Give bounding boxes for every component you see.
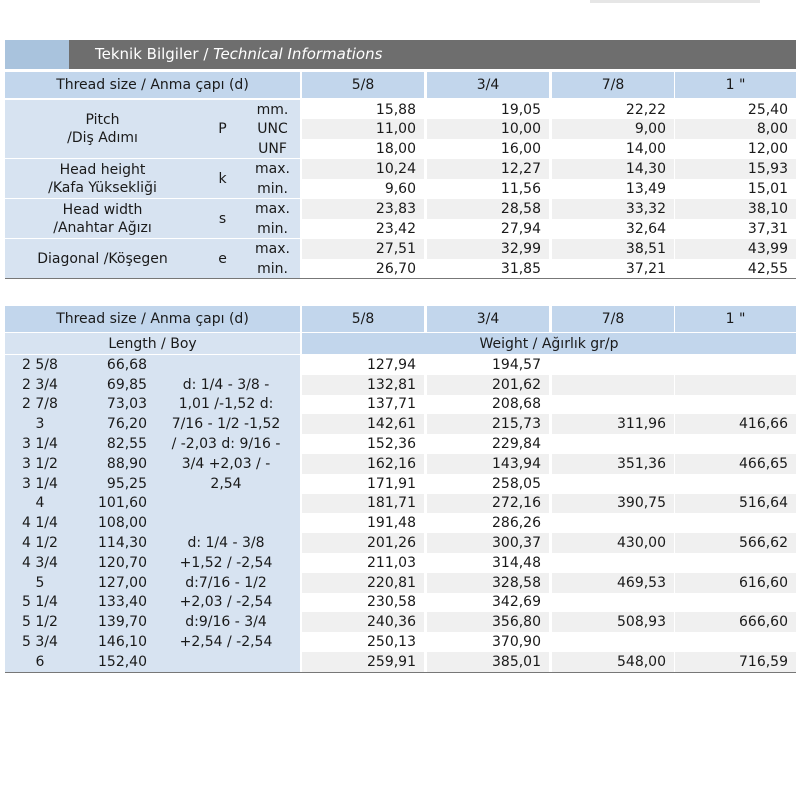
length-mm: 82,55 <box>106 436 147 453</box>
weight-cell <box>675 513 796 533</box>
table1-group-name <box>5 100 200 158</box>
weight-cell <box>675 553 796 573</box>
weight-cell: 351,36 <box>552 454 674 474</box>
table1-cell: 16,00 <box>427 139 549 158</box>
weight-cell: 356,80 <box>427 612 549 632</box>
tolerance-note: 2,54 <box>210 475 242 492</box>
table1-cell: 33,32 <box>552 199 674 219</box>
weight-cell: 716,59 <box>675 652 796 672</box>
weight-cell: 508,93 <box>552 612 674 632</box>
weight-header: Weight / Ağırlık gr/p <box>302 333 796 354</box>
length-mm: 76,20 <box>106 416 147 433</box>
table2-subheader-row <box>5 333 796 354</box>
length-mm: 95,25 <box>106 475 147 492</box>
length-mm: 108,00 <box>98 515 147 532</box>
group-name-line1: Head width <box>62 201 143 218</box>
table1-unit: min. <box>245 179 300 198</box>
table1-cell: 13,49 <box>552 179 674 198</box>
table1-cell: 23,83 <box>302 199 424 219</box>
weight-cell: 137,71 <box>302 395 424 415</box>
table1-header-label: Thread size / Anma çapı (d) <box>5 72 300 98</box>
length-mm: 101,60 <box>98 495 147 512</box>
table1-unit: min. <box>245 219 300 238</box>
table1-unit: max. <box>245 159 300 179</box>
banner-title-tr: Teknik Bilgiler <box>95 45 199 63</box>
weight-cell: 152,36 <box>302 434 424 454</box>
weight-cell: 666,60 <box>675 612 796 632</box>
table1-cell: 22,22 <box>552 100 674 119</box>
technical-table <box>5 72 796 280</box>
table1-cell: 10,00 <box>427 119 549 139</box>
length-inch: 5 3/4 <box>22 634 58 651</box>
weight-cell: 370,90 <box>427 632 549 652</box>
length-mm: 146,10 <box>98 634 147 651</box>
weight-cell: 314,48 <box>427 553 549 573</box>
length-inch: 3 1/2 <box>22 455 58 472</box>
table1-cell: 26,70 <box>302 259 424 278</box>
table1-unit: max. <box>245 239 300 259</box>
weight-cell <box>675 355 796 375</box>
tolerance-note: +2,54 / -2,54 <box>179 634 273 651</box>
length-mm: 120,70 <box>98 554 147 571</box>
weight-cell: 171,91 <box>302 474 424 494</box>
length-mm: 114,30 <box>98 535 147 552</box>
weight-cell <box>675 434 796 454</box>
weight-cell: 548,00 <box>552 652 674 672</box>
table2-row <box>5 632 796 652</box>
table1-group-symbol: k <box>200 159 245 198</box>
weight-table <box>5 306 796 676</box>
table1-unit: mm. <box>245 100 300 119</box>
group-name-line1: Head height <box>59 161 146 178</box>
table2-row <box>5 553 796 573</box>
weight-cell <box>552 395 674 415</box>
length-inch: 3 1/4 <box>22 475 58 492</box>
table2-row <box>5 494 796 514</box>
table1-unit: UNC <box>245 119 300 139</box>
group-name-line1: Pitch <box>85 112 120 128</box>
weight-cell: 132,81 <box>302 375 424 395</box>
banner-title <box>95 40 382 69</box>
length-inch: 2 7/8 <box>22 396 58 413</box>
length-mm: 127,00 <box>98 574 147 591</box>
weight-cell <box>675 593 796 613</box>
table2-header-row <box>5 306 796 332</box>
table1-cell: 10,24 <box>302 159 424 179</box>
table2-header-label: Thread size / Anma çapı (d) <box>5 306 300 332</box>
weight-cell: 143,94 <box>427 454 549 474</box>
weight-cell: 390,75 <box>552 494 674 514</box>
table1-size-header: 7/8 <box>552 72 674 98</box>
table1-cell: 8,00 <box>675 119 796 139</box>
weight-cell: 466,65 <box>675 454 796 474</box>
weight-cell: 566,62 <box>675 533 796 553</box>
table1-cell: 15,01 <box>675 179 796 198</box>
weight-cell <box>552 513 674 533</box>
table2-bottom-rule <box>5 672 796 673</box>
length-inch: 5 1/4 <box>22 594 58 611</box>
table1-header-row <box>5 72 796 98</box>
weight-cell: 181,71 <box>302 494 424 514</box>
weight-cell <box>675 632 796 652</box>
weight-cell: 220,81 <box>302 573 424 593</box>
table1-cell: 19,05 <box>427 100 549 119</box>
table1-cell: 37,21 <box>552 259 674 278</box>
table1-cell: 15,88 <box>302 100 424 119</box>
group-name-line2: /Diş Adımı <box>67 130 138 146</box>
table1-cell: 32,64 <box>552 219 674 238</box>
table1-cell: 32,99 <box>427 239 549 259</box>
table1-cell: 27,51 <box>302 239 424 259</box>
length-mm: 152,40 <box>98 653 147 670</box>
tolerance-note: 1,01 /-1,52 d: <box>178 396 274 413</box>
length-mm: 66,68 <box>106 356 147 373</box>
table1-cell: 38,10 <box>675 199 796 219</box>
length-inch: 4 1/2 <box>22 535 58 552</box>
length-mm: 73,03 <box>106 396 147 413</box>
weight-cell <box>675 395 796 415</box>
table2-row <box>5 414 796 434</box>
length-inch: 4 3/4 <box>22 554 58 571</box>
length-inch: 5 1/2 <box>22 614 58 631</box>
length-mm: 69,85 <box>106 376 147 393</box>
length-inch: 5 <box>35 574 45 591</box>
weight-cell: 240,36 <box>302 612 424 632</box>
table1-cell: 12,27 <box>427 159 549 179</box>
weight-cell: 211,03 <box>302 553 424 573</box>
weight-cell <box>552 434 674 454</box>
weight-cell: 162,16 <box>302 454 424 474</box>
weight-cell <box>552 553 674 573</box>
table2-size-header: 3/4 <box>427 306 549 332</box>
table1-cell: 14,00 <box>552 139 674 158</box>
length-inch: 3 1/4 <box>22 436 58 453</box>
weight-cell: 272,16 <box>427 494 549 514</box>
title-banner <box>5 40 796 69</box>
weight-cell: 328,58 <box>427 573 549 593</box>
weight-cell: 201,62 <box>427 375 549 395</box>
weight-cell: 342,69 <box>427 593 549 613</box>
weight-cell <box>675 474 796 494</box>
weight-cell: 230,58 <box>302 593 424 613</box>
weight-cell: 385,01 <box>427 652 549 672</box>
table2-size-header: 1 " <box>675 306 796 332</box>
table1-cell: 43,99 <box>675 239 796 259</box>
length-inch: 4 1/4 <box>22 515 58 532</box>
table1-cell: 28,58 <box>427 199 549 219</box>
table1-size-header: 5/8 <box>302 72 424 98</box>
group-name-line1: Diagonal /Köşegen <box>37 250 168 267</box>
weight-cell <box>552 375 674 395</box>
weight-cell: 469,53 <box>552 573 674 593</box>
weight-cell: 215,73 <box>427 414 549 434</box>
banner-accent <box>5 40 69 69</box>
length-inch: 2 3/4 <box>22 376 58 393</box>
table2-row <box>5 375 796 395</box>
length-inch: 2 5/8 <box>22 356 58 373</box>
table1-cell: 27,94 <box>427 219 549 238</box>
table2-row <box>5 434 796 454</box>
table2-row <box>5 533 796 553</box>
table1-size-header: 3/4 <box>427 72 549 98</box>
weight-cell <box>552 355 674 375</box>
table1-cell: 42,55 <box>675 259 796 278</box>
table1-group-name <box>5 159 200 198</box>
weight-cell: 127,94 <box>302 355 424 375</box>
weight-cell <box>552 632 674 652</box>
table1-unit: UNF <box>245 139 300 158</box>
table1-cell: 31,85 <box>427 259 549 278</box>
weight-cell: 194,57 <box>427 355 549 375</box>
tolerance-note: +1,52 / -2,54 <box>179 554 273 571</box>
table1-group-symbol: P <box>200 100 245 158</box>
weight-cell: 311,96 <box>552 414 674 434</box>
table2-row <box>5 513 796 533</box>
table2-size-header: 5/8 <box>302 306 424 332</box>
table2-row <box>5 652 796 672</box>
group-name-line2: /Kafa Yüksekliği <box>48 179 157 196</box>
group-name-line2: /Anahtar Ağızı <box>53 219 152 236</box>
table2-row <box>5 593 796 613</box>
length-header: Length / Boy <box>5 333 300 354</box>
length-inch: 6 <box>35 653 45 670</box>
table1-cell: 9,60 <box>302 179 424 198</box>
length-inch: 4 <box>35 495 45 512</box>
table2-size-header: 7/8 <box>552 306 674 332</box>
table1-cell: 12,00 <box>675 139 796 158</box>
table1-cell: 15,93 <box>675 159 796 179</box>
tolerance-note: +2,03 / -2,54 <box>179 594 273 611</box>
table1-cell: 38,51 <box>552 239 674 259</box>
weight-cell <box>675 375 796 395</box>
weight-cell <box>552 474 674 494</box>
weight-cell: 142,61 <box>302 414 424 434</box>
table2-row <box>5 395 796 415</box>
weight-cell: 191,48 <box>302 513 424 533</box>
table1-cell: 14,30 <box>552 159 674 179</box>
table1-cell: 25,40 <box>675 100 796 119</box>
top-rule <box>590 0 760 3</box>
weight-cell: 516,64 <box>675 494 796 514</box>
table1-unit: max. <box>245 199 300 219</box>
length-mm: 133,40 <box>98 594 147 611</box>
weight-cell <box>552 593 674 613</box>
table1-cell: 9,00 <box>552 119 674 139</box>
length-mm: 88,90 <box>106 455 147 472</box>
table1-group-symbol: s <box>200 199 245 238</box>
length-inch: 3 <box>35 416 45 433</box>
table2-row <box>5 474 796 494</box>
table2-row <box>5 454 796 474</box>
table1-cell: 18,00 <box>302 139 424 158</box>
weight-cell: 258,05 <box>427 474 549 494</box>
weight-cell: 201,26 <box>302 533 424 553</box>
tolerance-note: d: 1/4 - 3/8 - <box>182 376 270 393</box>
table1-group-name <box>5 199 200 238</box>
tolerance-note: 7/16 - 1/2 -1,52 <box>171 416 281 433</box>
length-mm: 139,70 <box>98 614 147 631</box>
weight-cell: 430,00 <box>552 533 674 553</box>
weight-cell: 300,37 <box>427 533 549 553</box>
weight-cell: 286,26 <box>427 513 549 533</box>
tolerance-note: 3/4 +2,03 / - <box>181 455 271 472</box>
table1-cell: 11,56 <box>427 179 549 198</box>
weight-cell: 416,66 <box>675 414 796 434</box>
tolerance-note: d: 1/4 - 3/8 <box>187 535 265 552</box>
table1-cell: 37,31 <box>675 219 796 238</box>
tolerance-note: / -2,03 d: 9/16 - <box>171 436 281 453</box>
weight-cell: 616,60 <box>675 573 796 593</box>
table1-cell: 11,00 <box>302 119 424 139</box>
table1-group-symbol: e <box>200 239 245 278</box>
table2-row <box>5 612 796 632</box>
tolerance-note: d:9/16 - 3/4 <box>185 614 267 631</box>
table1-cell: 23,42 <box>302 219 424 238</box>
table1-unit: min. <box>245 259 300 278</box>
table2-row <box>5 573 796 593</box>
weight-cell: 229,84 <box>427 434 549 454</box>
weight-cell: 250,13 <box>302 632 424 652</box>
weight-cell: 259,91 <box>302 652 424 672</box>
weight-cell: 208,68 <box>427 395 549 415</box>
banner-title-en: Technical Informations <box>213 45 383 63</box>
table1-group-name <box>5 239 200 278</box>
banner-title-sep: / <box>198 45 214 63</box>
table1-bottom-rule <box>5 278 796 279</box>
tolerance-note: d:7/16 - 1/2 <box>185 574 267 591</box>
table1-size-header: 1 " <box>675 72 796 98</box>
table2-row <box>5 355 796 375</box>
